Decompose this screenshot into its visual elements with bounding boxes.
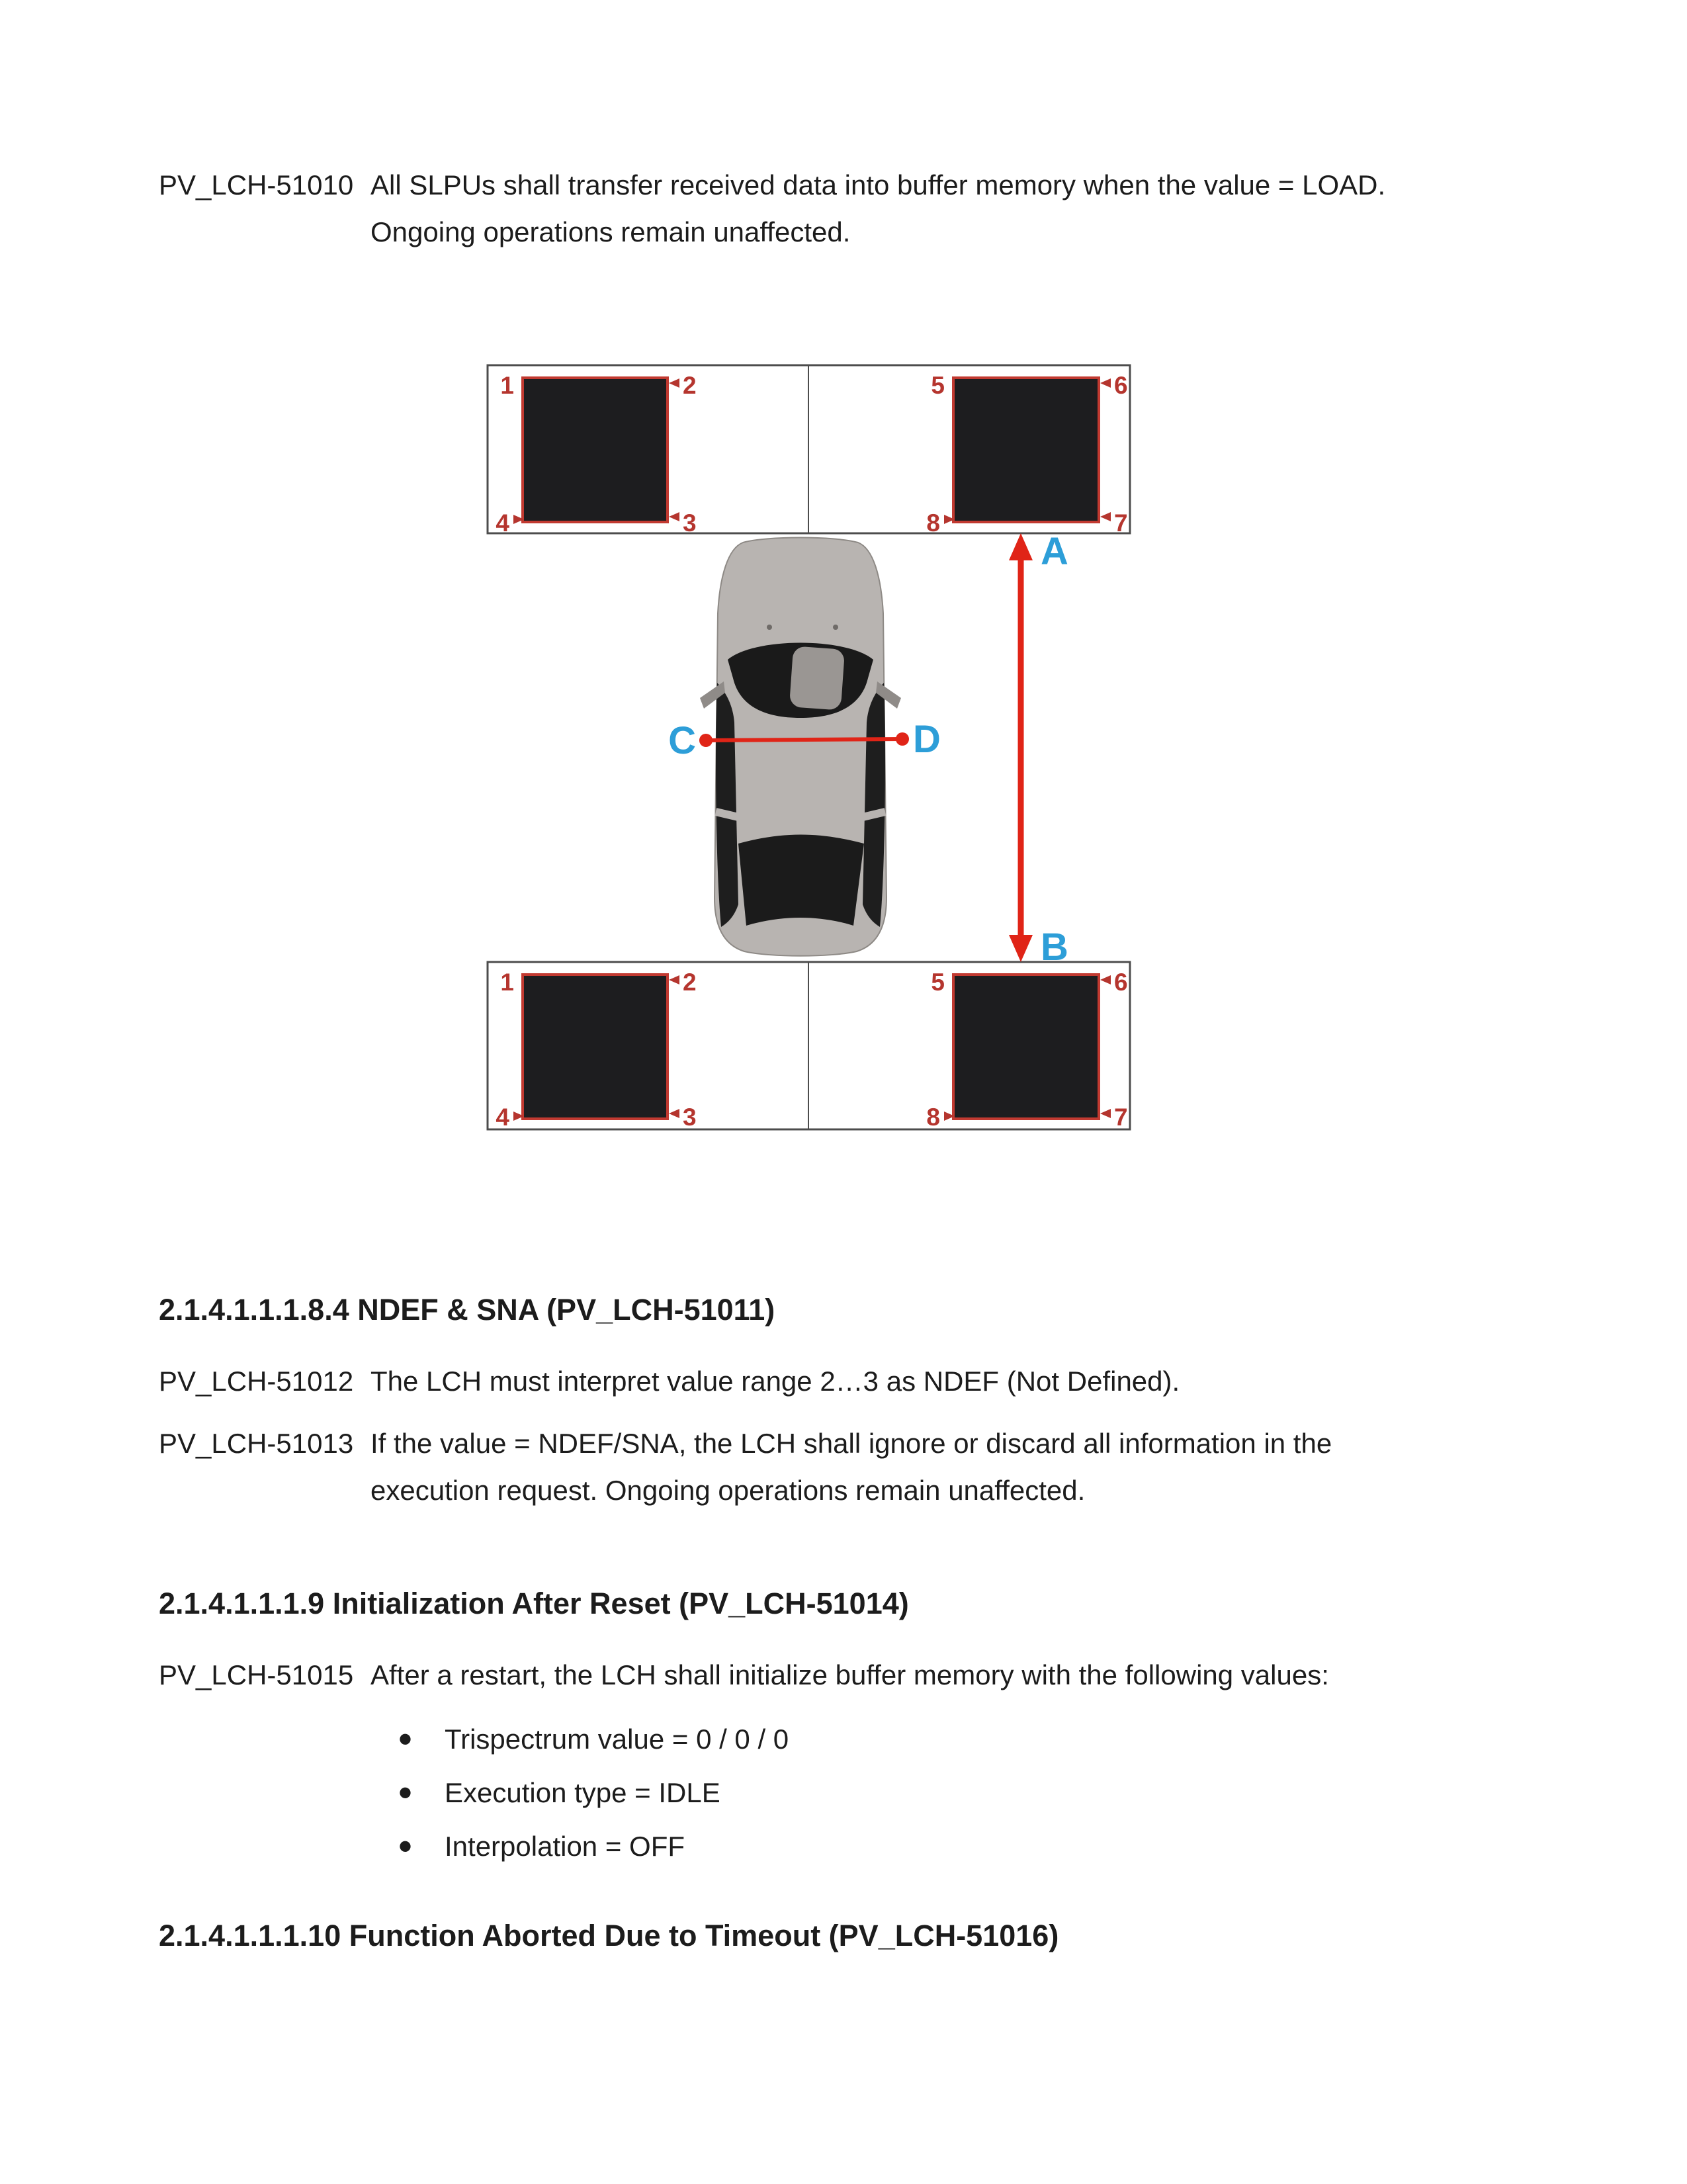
corner-label-8: 8 xyxy=(926,1104,940,1131)
requirement-51015 xyxy=(159,1651,1329,1698)
corner-label-7: 7 xyxy=(1114,1104,1128,1131)
text-line: All SLPUs shall transfer received data into buffer memory when the value = LOAD. xyxy=(370,169,1386,200)
hood-nozzle xyxy=(833,625,838,630)
arrowhead-up xyxy=(1009,533,1033,560)
requirement-text xyxy=(370,1651,1329,1698)
requirement-id: PV_LCH-51012 xyxy=(159,1366,354,1397)
text-line: Ongoing operations remain unaffected. xyxy=(370,216,851,247)
list-item-text: Execution type = IDLE xyxy=(445,1776,720,1808)
bullet-icon: • xyxy=(398,1770,413,1815)
corner-label-1: 1 xyxy=(500,969,514,996)
corner-label-3: 3 xyxy=(683,509,697,537)
list-item xyxy=(398,1819,789,1873)
car-dashboard xyxy=(789,646,845,710)
car-top-view xyxy=(700,538,901,956)
corner-label-3: 3 xyxy=(683,1104,697,1131)
car-calibration-figure xyxy=(450,349,1151,1176)
corner-label-6: 6 xyxy=(1114,372,1128,399)
requirement-51013 xyxy=(159,1420,1332,1514)
calibration-table-top xyxy=(488,365,1130,537)
requirement-id: PV_LCH-51013 xyxy=(159,1428,354,1459)
car-rear-window xyxy=(738,835,864,926)
list-item xyxy=(398,1712,789,1766)
corner-label-8: 8 xyxy=(926,509,940,537)
calibration-square-top-right xyxy=(926,372,1127,537)
corner-label-1: 1 xyxy=(500,372,514,399)
corner-label-7: 7 xyxy=(1114,509,1128,537)
corner-label-5: 5 xyxy=(931,372,945,399)
corner-label-6: 6 xyxy=(1114,969,1128,996)
calibration-square-bottom-right xyxy=(926,969,1127,1131)
requirement-51010 xyxy=(159,161,1385,255)
bullet-icon: • xyxy=(398,1823,413,1868)
arrowhead-down xyxy=(1009,935,1033,962)
black-square xyxy=(953,378,1099,522)
label-a: A xyxy=(1041,530,1068,573)
init-values-bullet-list xyxy=(398,1712,789,1873)
requirement-text xyxy=(370,1420,1332,1514)
corner-label-4: 4 xyxy=(496,509,509,537)
list-item-text: Interpolation = OFF xyxy=(445,1830,685,1862)
calibration-table-bottom xyxy=(488,962,1130,1131)
black-square xyxy=(523,378,668,522)
car-b-pillar-left xyxy=(716,812,738,817)
hood-nozzle xyxy=(767,625,772,630)
label-d: D xyxy=(913,718,941,761)
requirement-id: PV_LCH-51015 xyxy=(159,1659,354,1690)
cd-line xyxy=(706,739,902,740)
corner-label-2: 2 xyxy=(683,372,697,399)
black-square xyxy=(523,975,668,1119)
requirement-text xyxy=(370,161,1385,255)
black-square xyxy=(953,975,1099,1119)
requirement-51012 xyxy=(159,1358,1180,1405)
bullet-icon: • xyxy=(398,1716,413,1761)
section-heading-timeout: 2.1.4.1.1.1.10 Function Aborted Due to Timeout (PV_LCH-51016) xyxy=(159,1919,1059,1952)
corner-label-5: 5 xyxy=(931,969,945,996)
requirement-id: PV_LCH-51010 xyxy=(159,169,354,200)
label-c: C xyxy=(668,719,696,762)
text-line: execution request. Ongoing operations remain unaffected. xyxy=(370,1475,1086,1506)
calibration-square-bottom-left xyxy=(496,969,696,1131)
section-heading-initialization: 2.1.4.1.1.1.9 Initialization After Reset (PV_LCH-51014) xyxy=(159,1587,909,1620)
corner-label-4: 4 xyxy=(496,1104,509,1131)
car-b-pillar-right xyxy=(863,812,885,817)
cd-endpoint-d xyxy=(896,732,909,746)
measurement-arrow-ab xyxy=(1009,530,1068,969)
corner-label-2: 2 xyxy=(683,969,697,996)
text-line: If the value = NDEF/SNA, the LCH shall ignore or discard all information in the xyxy=(370,1428,1332,1459)
text-line: The LCH must interpret value range 2…3 as NDEF (Not Defined). xyxy=(370,1366,1180,1397)
calibration-square-top-left xyxy=(496,372,696,537)
list-item-text: Trispectrum value = 0 / 0 / 0 xyxy=(445,1723,789,1755)
label-b: B xyxy=(1041,926,1068,969)
cd-endpoint-c xyxy=(699,734,713,747)
requirement-text xyxy=(370,1358,1180,1405)
text-line: After a restart, the LCH shall initialize buffer memory with the following values: xyxy=(370,1659,1329,1690)
section-heading-ndef-sna: 2.1.4.1.1.1.8.4 NDEF & SNA (PV_LCH-51011) xyxy=(159,1293,775,1327)
list-item xyxy=(398,1766,789,1819)
